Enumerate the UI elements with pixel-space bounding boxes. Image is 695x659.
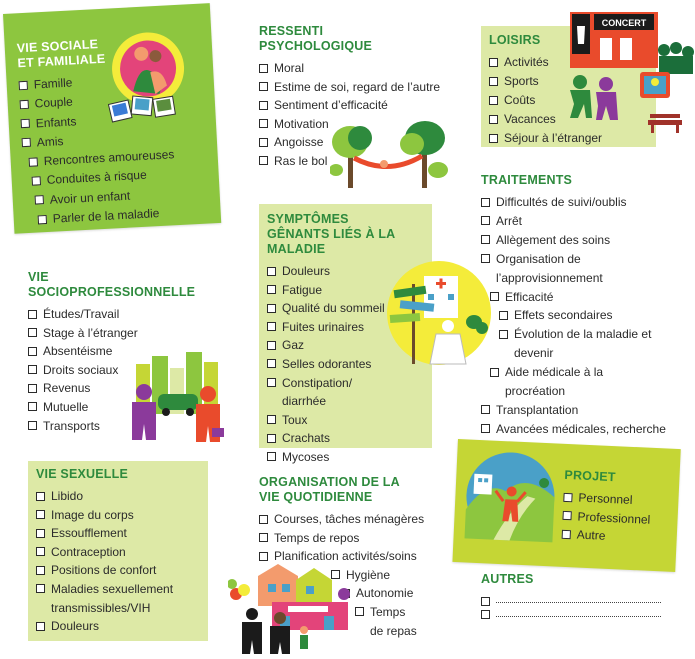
loisirs-item-label: Activités — [504, 55, 549, 69]
symptomes-item-label: Qualité du sommeil — [282, 301, 385, 316]
checkbox[interactable] — [481, 610, 490, 619]
checkbox[interactable] — [489, 115, 498, 124]
checkbox[interactable] — [28, 421, 37, 430]
vie-sexuelle-item[interactable] — [36, 487, 208, 506]
vie-sexuelle-item[interactable] — [36, 617, 208, 636]
traitements-item[interactable] — [481, 212, 691, 231]
checkbox[interactable] — [267, 267, 276, 276]
vie-sexuelle-item-label: Maladies sexuellement transmissibles/VIH — [51, 581, 174, 615]
vie-sociale-item-label: Avoir un enfant — [49, 188, 131, 207]
ressenti-item-label: Ras le bol — [274, 153, 328, 168]
vie-sociale-item-label: Couple — [34, 94, 74, 111]
autres-list — [481, 592, 681, 619]
vie-sociale-item-label: Conduites à risque — [46, 168, 148, 188]
organisation-item[interactable] — [259, 510, 474, 529]
projet-list — [561, 488, 678, 549]
checkbox[interactable] — [267, 415, 276, 424]
checkbox[interactable] — [20, 100, 29, 109]
panel-traitements — [481, 173, 691, 439]
symptomes-item[interactable] — [267, 429, 432, 448]
traitements-item-label: Avancées médicales, recherche — [496, 421, 666, 436]
symptomes-item[interactable] — [267, 411, 432, 430]
vie-sociale-item-label: Amis — [36, 133, 64, 150]
checkbox[interactable] — [489, 58, 498, 67]
checkbox[interactable] — [489, 134, 498, 143]
projet-item-label: Personnel — [578, 490, 633, 507]
concert-leisure-illustration — [560, 8, 695, 138]
checkbox[interactable] — [259, 64, 268, 73]
organisation-item[interactable] — [259, 529, 474, 548]
autres-title: AUTRES — [481, 572, 534, 586]
checkbox[interactable] — [562, 529, 571, 538]
traitements-item-label: Aide médicale à la procréation — [505, 365, 604, 399]
socio-item-label: Études/Travail — [43, 307, 120, 321]
ressenti-item-label: Moral — [274, 61, 305, 75]
vie-sexuelle-item-label: Positions de confort — [51, 563, 157, 578]
checkbox[interactable] — [19, 80, 28, 89]
checkbox[interactable] — [28, 365, 37, 374]
checkbox[interactable] — [267, 304, 276, 313]
checkbox[interactable] — [28, 347, 37, 356]
vie-sociale-item-label: Rencontres amoureuses — [43, 147, 175, 169]
symptomes-item-label: Crachats — [282, 431, 331, 446]
projet-title: PROJET — [564, 467, 616, 485]
socio-item-label: Absentéisme — [43, 344, 113, 359]
checkbox[interactable] — [267, 452, 276, 461]
traitements-item[interactable] — [481, 401, 691, 420]
organisation-item-label: Planification activités/soins — [274, 549, 417, 564]
vie-sexuelle-item-label: Douleurs — [51, 619, 100, 634]
ressenti-item-label: Motivation — [274, 116, 329, 131]
vie-sexuelle-item[interactable] — [36, 580, 208, 617]
ressenti-item[interactable] — [259, 96, 459, 115]
checkbox[interactable] — [36, 547, 45, 556]
traitements-item[interactable] — [481, 250, 691, 288]
traitements-item-label: Efficacité — [505, 289, 554, 304]
organisation-title: ORGANISATION DE LA VIE QUOTIDIENNE — [259, 475, 400, 504]
ressenti-item[interactable] — [259, 59, 459, 78]
vie-sexuelle-title: VIE SEXUELLE — [36, 467, 129, 481]
checkbox[interactable] — [563, 492, 572, 501]
concert-sign: CONCERT — [601, 18, 647, 28]
vie-sexuelle-item-label: Contraception — [51, 544, 126, 559]
write-in-line[interactable] — [496, 606, 661, 617]
socio-item-label: Revenus — [43, 381, 91, 396]
checkbox[interactable] — [259, 138, 268, 147]
traitements-item-label: Évolution de la maladie et devenir — [514, 327, 652, 361]
checkbox[interactable] — [28, 402, 37, 411]
checkbox[interactable] — [36, 584, 45, 593]
traitements-title: TRAITEMENTS — [481, 173, 573, 187]
vie-sociale-item-label: Enfants — [35, 113, 77, 131]
socio-item-label: Transports — [43, 418, 100, 433]
symptomes-item-label: Selles odorantes — [282, 356, 372, 371]
projet-item-label: Professionnel — [577, 509, 651, 527]
autres-line[interactable] — [481, 592, 681, 606]
symptomes-title: SYMPTÔMES GÊNANTS LIÉS À LA MALADIE — [267, 212, 395, 256]
panel-vie-sexuelle — [28, 461, 208, 641]
symptomes-item-label: Toux — [282, 412, 308, 427]
traitements-item-label: Allègement des soins — [496, 232, 611, 247]
vie-sociale-item-label: Parler de la maladie — [52, 206, 160, 226]
checkbox[interactable] — [267, 378, 276, 387]
ressenti-title: RESSENTI PSYCHOLOGIQUE — [259, 24, 373, 53]
traitements-item[interactable] — [481, 193, 691, 212]
organisation-item-label: Autonomie — [356, 586, 414, 601]
vie-sexuelle-item[interactable] — [36, 506, 208, 525]
vie-sexuelle-item-label: Image du corps — [51, 507, 134, 522]
checkbox[interactable] — [481, 198, 490, 207]
traitements-item[interactable] — [481, 420, 691, 439]
checkbox[interactable] — [259, 515, 268, 524]
symptomes-item-label: Fatigue — [282, 282, 323, 297]
traitements-item[interactable] — [481, 306, 691, 325]
vie-sexuelle-item-label: Libido — [51, 489, 84, 503]
checkbox[interactable] — [21, 119, 30, 128]
checkbox[interactable] — [32, 176, 41, 185]
vie-sexuelle-item[interactable] — [36, 543, 208, 562]
panel-projet — [452, 439, 680, 572]
checkbox[interactable] — [267, 285, 276, 294]
symptomes-item-label: Fuites urinaires — [282, 319, 365, 334]
path-mountain-illustration — [463, 449, 557, 543]
checkbox[interactable] — [499, 330, 508, 339]
socio-item-label: Mutuelle — [43, 399, 89, 414]
checkbox[interactable] — [36, 492, 45, 501]
ressenti-item-label: Estime de soi, regard de l’autre — [274, 79, 441, 94]
checkbox[interactable] — [489, 77, 498, 86]
traitements-item-label: Arrêt — [496, 213, 523, 228]
checkbox[interactable] — [36, 566, 45, 575]
loisirs-item-label: Sports — [504, 74, 539, 88]
checkbox[interactable] — [259, 119, 268, 128]
checkbox[interactable] — [259, 156, 268, 165]
symptomes-item-label: Mycoses — [282, 449, 330, 464]
checkbox[interactable] — [36, 510, 45, 519]
socio-item-label: Droits sociaux — [43, 362, 119, 377]
organisation-item-label: Temps de repos — [274, 530, 360, 545]
ressenti-item-label: Sentiment d’efficacité — [274, 98, 388, 113]
checkbox[interactable] — [481, 424, 490, 433]
checkbox[interactable] — [267, 434, 276, 443]
checkbox[interactable] — [489, 96, 498, 105]
ressenti-item[interactable] — [259, 78, 459, 97]
checkbox[interactable] — [38, 215, 47, 224]
symptomes-item-label: Douleurs — [282, 264, 331, 278]
symptomes-item-label: Constipation/ diarrhée — [282, 375, 353, 409]
organisation-item-label: Courses, tâches ménagères — [274, 512, 425, 526]
organisation-item[interactable] — [259, 547, 474, 566]
checkbox[interactable] — [481, 216, 490, 225]
checkbox[interactable] — [36, 622, 45, 631]
panel-autres — [481, 572, 681, 619]
checkbox[interactable] — [481, 405, 490, 414]
traitements-item[interactable] — [481, 325, 691, 363]
checkbox[interactable] — [267, 341, 276, 350]
traitements-item-label: Effets secondaires — [514, 308, 613, 323]
loisirs-item-label: Séjour à l’étranger — [504, 131, 603, 145]
autres-line[interactable] — [481, 606, 681, 620]
checkbox[interactable] — [28, 384, 37, 393]
organisation-item-label: Hygiène — [346, 567, 391, 582]
traitements-item[interactable] — [481, 363, 691, 401]
checkbox[interactable] — [22, 138, 31, 147]
vie-sexuelle-item-label: Essoufflement — [51, 526, 127, 541]
socio-title: VIE SOCIOPROFESSIONNELLE — [28, 270, 196, 299]
checkbox[interactable] — [562, 511, 571, 520]
city-people-illustration — [128, 350, 228, 450]
checkbox[interactable] — [481, 235, 490, 244]
socio-item[interactable] — [28, 324, 228, 343]
loisirs-item-label: Vacances — [504, 112, 556, 126]
vie-sexuelle-item[interactable] — [36, 524, 208, 543]
traitements-item-label: Difficultés de suivi/oublis — [496, 195, 627, 209]
vie-sociale-title: VIE SOCIALE ET FAMILIALE — [16, 37, 106, 71]
traitements-item[interactable] — [481, 231, 691, 250]
checkbox[interactable] — [29, 157, 38, 166]
symptomes-item[interactable] — [267, 448, 432, 467]
checkbox[interactable] — [35, 195, 44, 204]
houses-family-illustration — [228, 564, 358, 656]
projet-item[interactable] — [561, 525, 677, 549]
projet-item-label: Autre — [576, 527, 606, 543]
loisirs-title: LOISIRS — [489, 33, 541, 47]
socio-item[interactable] — [28, 305, 228, 324]
checkbox[interactable] — [259, 101, 268, 110]
ressenti-item-label: Angoisse — [274, 135, 324, 150]
vie-sexuelle-item[interactable] — [36, 561, 208, 580]
hammock-trees-illustration — [330, 120, 450, 190]
checkbox[interactable] — [499, 311, 508, 320]
write-in-line[interactable] — [496, 592, 661, 603]
vie-sexuelle-list — [36, 487, 208, 636]
vie-sociale-item-label: Famille — [33, 75, 73, 92]
checkbox[interactable] — [28, 310, 37, 319]
checkbox[interactable] — [36, 529, 45, 538]
checkbox[interactable] — [481, 597, 490, 606]
traitements-item-label: Transplantation — [496, 402, 579, 417]
family-illustration — [104, 27, 189, 129]
socio-item-label: Stage à l’étranger — [43, 325, 138, 340]
organisation-item-label: Temps de repas — [370, 604, 417, 638]
checkbox[interactable] — [267, 322, 276, 331]
checkbox[interactable] — [267, 359, 276, 368]
loisirs-item-label: Coûts — [504, 93, 536, 107]
checkbox[interactable] — [28, 328, 37, 337]
panel-vie-sociale — [3, 3, 221, 234]
hospital-signpost-illustration — [386, 244, 492, 382]
checkbox[interactable] — [259, 533, 268, 542]
checkbox[interactable] — [259, 552, 268, 561]
traitements-list — [481, 193, 691, 439]
symptomes-item-label: Gaz — [282, 338, 305, 353]
traitements-item[interactable] — [481, 288, 691, 307]
checkbox[interactable] — [259, 82, 268, 91]
traitements-item-label: Organisation de l’approvisionnement — [496, 251, 603, 285]
